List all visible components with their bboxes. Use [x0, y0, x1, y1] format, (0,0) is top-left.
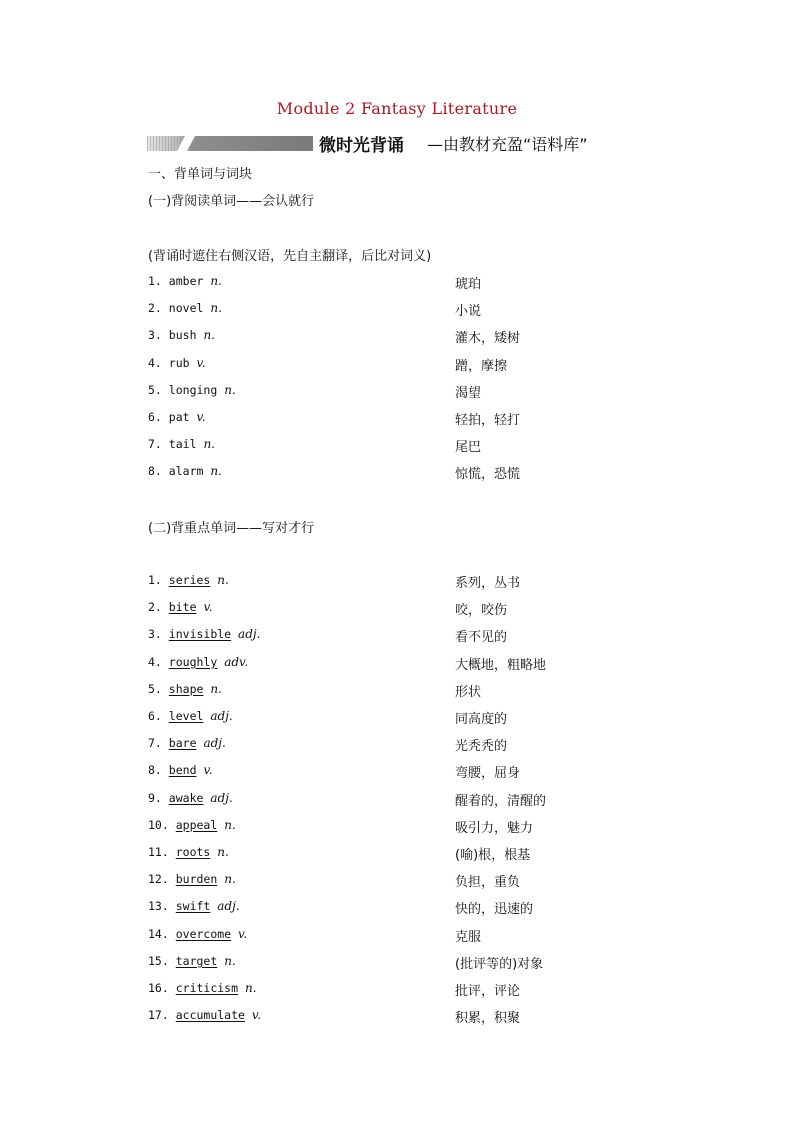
vocab-english: [148, 627, 260, 641]
vocab-word: tail: [168, 437, 197, 452]
banner-main-text: 微时光背诵: [319, 136, 404, 156]
vocab-number: 2.: [148, 301, 162, 316]
banner-sub-text: —由教材充盈“语料库”: [427, 135, 588, 154]
vocab-row: [148, 681, 648, 699]
vocab-row: [148, 436, 648, 454]
vocab-row: [148, 817, 648, 835]
vocab-meaning: 大概地，粗略地: [455, 657, 547, 673]
vocab-meaning: 系列，丛书: [455, 576, 521, 591]
vocab-word: novel: [168, 301, 204, 316]
vocab-row: [148, 790, 648, 808]
vocab-english: [148, 464, 222, 478]
vocab-word: target: [175, 953, 218, 968]
vocab-row: [148, 762, 648, 780]
vocab-english: [148, 356, 206, 370]
vocab-english: [148, 437, 215, 451]
vocab-pos: n.: [224, 953, 236, 968]
vocab-meaning: 咬，咬伤: [455, 603, 508, 619]
vocab-row: [148, 626, 648, 644]
vocab-pos: v.: [196, 355, 206, 370]
vocab-word: bite: [168, 600, 197, 615]
vocab-number: 8.: [148, 763, 162, 778]
vocab-english: [148, 410, 206, 424]
vocab-number: 6.: [148, 709, 162, 723]
vocab-word: invisible: [168, 627, 232, 642]
vocab-number: 13.: [148, 899, 169, 914]
vocab-number: 10.: [148, 817, 169, 832]
vocab-pos: v.: [238, 926, 248, 941]
vocab-number: 8.: [148, 464, 162, 479]
vocab-number: 5.: [148, 382, 162, 397]
vocab-pos: v.: [203, 600, 213, 615]
vocab-number: 7.: [148, 736, 162, 751]
vocab-row: [148, 572, 648, 590]
vocab-meaning: 同高度的: [455, 712, 508, 727]
vocab-meaning: 积累，积聚: [455, 1011, 521, 1027]
vocab-number: 14.: [148, 926, 169, 941]
vocab-meaning: 尾巴: [455, 440, 482, 456]
vocab-row: [148, 409, 648, 427]
vocab-meaning: 快的，迅速的: [455, 902, 534, 918]
vocab-word: overcome: [175, 926, 232, 941]
vocab-meaning: 形状: [455, 684, 482, 700]
vocab-number: 11.: [148, 845, 169, 859]
vocab-english: [148, 709, 233, 723]
vocab-meaning: 看不见的: [455, 630, 508, 646]
vocab-word: amber: [168, 274, 204, 288]
vocab-meaning: 琥珀: [455, 277, 482, 292]
vocab-english: [148, 301, 222, 315]
vocab-pos: n.: [203, 437, 215, 452]
vocab-meaning: 灌木，矮树: [455, 331, 521, 347]
part1-heading: (一)背阅读单词——会认就行: [148, 194, 315, 209]
vocab-row: [148, 980, 648, 998]
section-banner: [147, 131, 647, 157]
vocab-english: [148, 328, 215, 342]
vocab-pos: n.: [224, 817, 236, 832]
vocab-row: [148, 654, 648, 672]
vocab-pos: adv.: [224, 654, 249, 669]
vocab-word: rub: [168, 355, 190, 370]
vocab-pos: n.: [217, 845, 229, 859]
vocab-meaning: 负担，重负: [455, 875, 521, 891]
vocab-pos: adj.: [217, 899, 240, 914]
vocab-pos: n.: [244, 981, 257, 995]
vocab-english: [148, 573, 229, 587]
vocab-number: 7.: [148, 437, 162, 452]
vocab-english: [148, 899, 240, 913]
vocab-word: awake: [168, 790, 204, 805]
vocab-word: bend: [168, 763, 197, 778]
vocab-pos: n.: [203, 328, 215, 343]
vocab-word: alarm: [168, 464, 204, 479]
vocab-english: [148, 383, 236, 397]
vocab-pos: n.: [224, 872, 236, 887]
vocab-row: [148, 327, 648, 345]
vocab-english: [148, 600, 213, 614]
vocab-pos: adj.: [210, 709, 233, 723]
vocab-row: [148, 926, 648, 944]
vocab-number: 12.: [148, 872, 169, 887]
vocab-row: [148, 844, 648, 862]
vocab-meaning: 渴望: [455, 385, 482, 401]
vocab-meaning: 批评，评论: [455, 984, 521, 999]
vocab-row: [148, 1007, 648, 1025]
part1-instruction: (背诵时遮住右侧汉语，先自主翻译，后比对词义): [148, 249, 432, 264]
vocab-english: [148, 1008, 261, 1022]
vocab-number: 3.: [148, 328, 162, 343]
vocab-pos: n.: [210, 301, 222, 316]
vocab-row: [148, 599, 648, 617]
page-title: Module 2 Fantasy Literature: [276, 99, 518, 118]
vocab-word: swift: [175, 899, 211, 914]
vocab-pos: n.: [210, 274, 222, 288]
vocab-english: [148, 845, 229, 859]
vocab-word: accumulate: [175, 1008, 245, 1023]
vocab-english: [148, 954, 236, 968]
vocab-row: [148, 898, 648, 916]
vocab-number: 9.: [148, 790, 162, 805]
vocab-word: bare: [168, 736, 197, 751]
vocab-pos: n.: [210, 681, 222, 696]
vocab-word: level: [168, 709, 204, 723]
vocab-meaning: 蹭，摩擦: [455, 358, 508, 374]
vocab-pos: v.: [196, 410, 206, 424]
vocab-english: [148, 927, 247, 941]
vocab-word: roughly: [168, 654, 218, 669]
vocab-row: [148, 382, 648, 400]
vocab-english: [148, 655, 248, 669]
vocab-meaning: 克服: [455, 929, 482, 945]
vocab-meaning: 光秃秃的: [455, 739, 508, 755]
vocab-row: [148, 300, 648, 318]
vocab-number: 3.: [148, 627, 162, 642]
vocab-number: 6.: [148, 410, 162, 424]
vocab-pos: n.: [224, 382, 236, 397]
vocab-meaning: 醒着的，清醒的: [455, 793, 547, 809]
vocab-pos: n.: [217, 573, 229, 587]
vocab-pos: adj.: [203, 736, 226, 751]
vocab-word: series: [168, 573, 211, 587]
vocab-number: 4.: [148, 355, 162, 370]
vocab-number: 5.: [148, 681, 162, 696]
part2-heading: (二)背重点单词——写对才行: [148, 521, 315, 536]
vocab-number: 1.: [148, 274, 162, 288]
vocab-meaning: 弯腰，屈身: [455, 766, 521, 782]
vocab-row: [148, 273, 648, 291]
vocab-english: [148, 818, 236, 832]
vocab-row: [148, 708, 648, 726]
vocab-row: [148, 355, 648, 373]
vocab-english: [148, 791, 233, 805]
vocab-number: 2.: [148, 600, 162, 615]
vocab-number: 1.: [148, 573, 162, 587]
vocab-number: 4.: [148, 654, 162, 669]
vocab-row: [148, 871, 648, 889]
vocab-word: bush: [168, 328, 197, 343]
vocab-pos: adj.: [210, 790, 233, 805]
vocab-pos: adj.: [238, 627, 261, 642]
vocab-english: [148, 736, 226, 750]
vocab-word: appeal: [175, 817, 218, 832]
vocab-meaning: 轻拍，轻打: [455, 413, 521, 428]
vocab-english: [148, 763, 213, 777]
vocab-pos: n.: [210, 464, 222, 479]
vocab-word: longing: [168, 382, 218, 397]
vocab-word: pat: [168, 410, 190, 424]
vocab-row: [148, 953, 648, 971]
vocab-word: criticism: [175, 981, 239, 995]
vocab-meaning: 惊慌，恐慌: [455, 467, 521, 483]
section-heading: 一、背单词与词块: [148, 167, 253, 182]
vocab-english: [148, 981, 257, 995]
vocab-word: burden: [175, 872, 218, 887]
vocab-english: [148, 872, 236, 886]
vocab-meaning: 小说: [455, 304, 482, 320]
vocab-word: roots: [175, 845, 211, 859]
vocab-row: [148, 735, 648, 753]
vocab-pos: v.: [251, 1008, 262, 1023]
vocab-number: 15.: [148, 953, 169, 968]
vocab-pos: v.: [203, 763, 213, 778]
vocab-english: [148, 682, 222, 696]
vocab-row: [148, 463, 648, 481]
vocab-meaning: (喻)根，根基: [455, 848, 531, 863]
vocab-meaning: (批评等的)对象: [455, 956, 544, 972]
vocab-word: shape: [168, 681, 204, 696]
vocab-number: 16.: [148, 981, 169, 995]
vocab-meaning: 吸引力，魅力: [455, 820, 534, 836]
vocab-number: 17.: [148, 1008, 169, 1023]
vocab-english: [148, 274, 222, 288]
